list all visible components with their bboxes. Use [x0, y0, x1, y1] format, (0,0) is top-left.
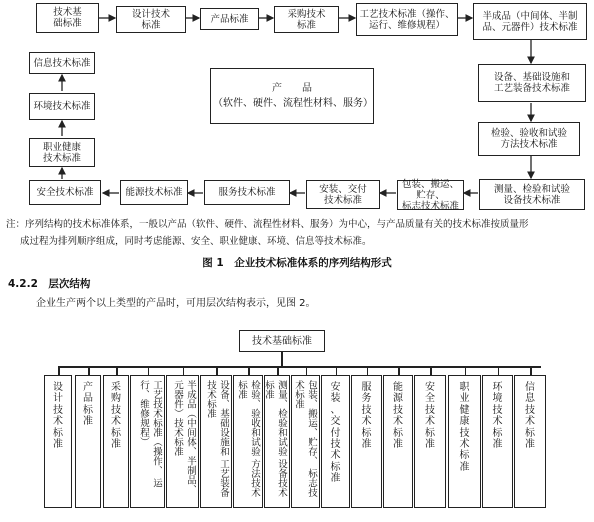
fig2-branch-connector — [116, 366, 118, 375]
fig1-box-equipment-standards: 设备、基础设施和 工艺装备技术标准 — [478, 64, 586, 102]
fig2-branch-connector — [306, 366, 308, 375]
fig1-note-line-2: 成过程为排列顺序组成，同时考虑能源、安全、职业健康、环境、信息等技术标准。 — [20, 236, 372, 247]
fig2-child-information-standards: 信 息 技 术 标 准 — [514, 375, 546, 508]
fig1-box-semi-finished-standards: 半成品（中间体、半制 品、元器件）技术标准 — [473, 3, 587, 40]
fig2-child-design-standards: 设 计 技 术 标 准 — [44, 375, 72, 508]
fig2-branch-connector — [277, 366, 279, 375]
fig1-box-packaging-standards: 包装、搬运、贮存、 标志技术标准 — [397, 180, 464, 210]
fig1-box-energy-standards: 能源技术标准 — [120, 180, 188, 205]
fig2-child-safety-standards: 安 全 技 术 标 准 — [414, 375, 446, 508]
fig2-branch-connector — [148, 366, 150, 375]
fig2-child-inspection-method-standards: 检验、验收和试验 方法技术标准 — [233, 375, 263, 508]
fig2-branch-connector — [88, 366, 90, 375]
fig1-note-line-1: 注：序列结构的技术标准体系，一般以产品（软件、硬件、流程性材料、服务）为中心，与产品质量有关的技术标准按质量形 — [6, 219, 529, 230]
fig2-child-energy-standards: 能 源 技 术 标 准 — [383, 375, 413, 508]
fig2-child-environment-standards: 环 境 技 术 标 准 — [482, 375, 513, 508]
fig2-child-process-standards: 工艺技术标准（操作、 运行、维修规程） — [130, 375, 165, 508]
fig1-box-product-standards: 产品标准 — [200, 8, 259, 30]
fig1-box-procurement-standards: 采购技术 标准 — [274, 6, 339, 33]
section-paragraph: 企业生产两个以上类型的产品时，可用层次结构表示，见图 2。 — [36, 298, 316, 309]
fig2-root-connector — [281, 352, 283, 366]
fig1-center-subtitle: （软件、硬件、流程性材料、服务） — [213, 98, 373, 109]
fig2-root-basic-standards: 技术基础标准 — [239, 330, 325, 352]
fig2-branch-connector — [367, 366, 369, 375]
fig2-branch-connector — [248, 366, 250, 375]
fig1-box-installation-delivery-standards: 安装、交付 技术标准 — [306, 180, 380, 209]
fig2-child-procurement-standards: 采 购 技 术 标 准 — [103, 375, 129, 508]
fig1-box-occupational-health-standards: 职业健康 技术标准 — [29, 138, 95, 167]
fig2-branch-connector — [465, 366, 467, 375]
fig2-branch-connector — [183, 366, 185, 375]
fig1-box-information-standards: 信息技术标准 — [29, 52, 95, 74]
fig1-box-measurement-equipment-standards: 测量、检验和试验 设备技术标准 — [479, 179, 585, 210]
fig2-child-occupational-health-standards: 职 业 健 康 技 术 标 准 — [448, 375, 481, 508]
fig1-box-inspection-method-standards: 检验、验收和试验 方法技术标准 — [478, 122, 580, 156]
fig2-child-service-standards: 服 务 技 术 标 准 — [351, 375, 382, 508]
fig2-branch-connector — [336, 366, 338, 375]
fig2-branch-connector — [530, 366, 532, 375]
fig1-center-product — [210, 68, 374, 124]
fig2-child-measurement-equipment-standards: 测量、检验和试验 设备技术标准 — [264, 375, 290, 508]
fig2-branch-connector — [398, 366, 400, 375]
fig2-child-semi-finished-standards: 半成品（中间体、半制品、 元器件）技术标准 — [166, 375, 199, 508]
fig1-box-design-standards: 设计技术 标准 — [116, 6, 186, 33]
fig2-child-installation-delivery-standards: 安 装 、 交 付 技 术 标 准 — [321, 375, 350, 508]
fig1-box-basic-standards: 技术基 础标准 — [36, 3, 99, 33]
fig1-caption: 图 1 企业技术标准体系的序列结构形式 — [202, 257, 392, 269]
fig1-box-environment-standards: 环境技术标准 — [29, 93, 95, 120]
fig2-branch-connector — [216, 366, 218, 375]
fig2-branch-connector — [498, 366, 500, 375]
fig2-branch-connector — [430, 366, 432, 375]
fig1-center-title: 产 品 — [272, 83, 312, 94]
fig2-horizontal-connector — [60, 366, 541, 368]
fig1-box-service-standards: 服务技术标准 — [204, 180, 290, 205]
fig1-box-safety-standards: 安全技术标准 — [29, 180, 101, 205]
section-heading: 4.2.2 层次结构 — [8, 278, 91, 290]
fig2-child-equipment-standards: 设备、基础设施和 工艺装备技术标准 — [200, 375, 232, 508]
fig2-child-product-standards: 产 品 标 准 — [75, 375, 101, 508]
fig1-box-process-standards: 工艺技术标准（操作、 运行、维修规程） — [356, 3, 458, 36]
fig2-child-packaging-standards: 包装、搬运、贮存、 标志技术标准 — [291, 375, 320, 508]
fig2-branch-connector — [58, 366, 60, 375]
